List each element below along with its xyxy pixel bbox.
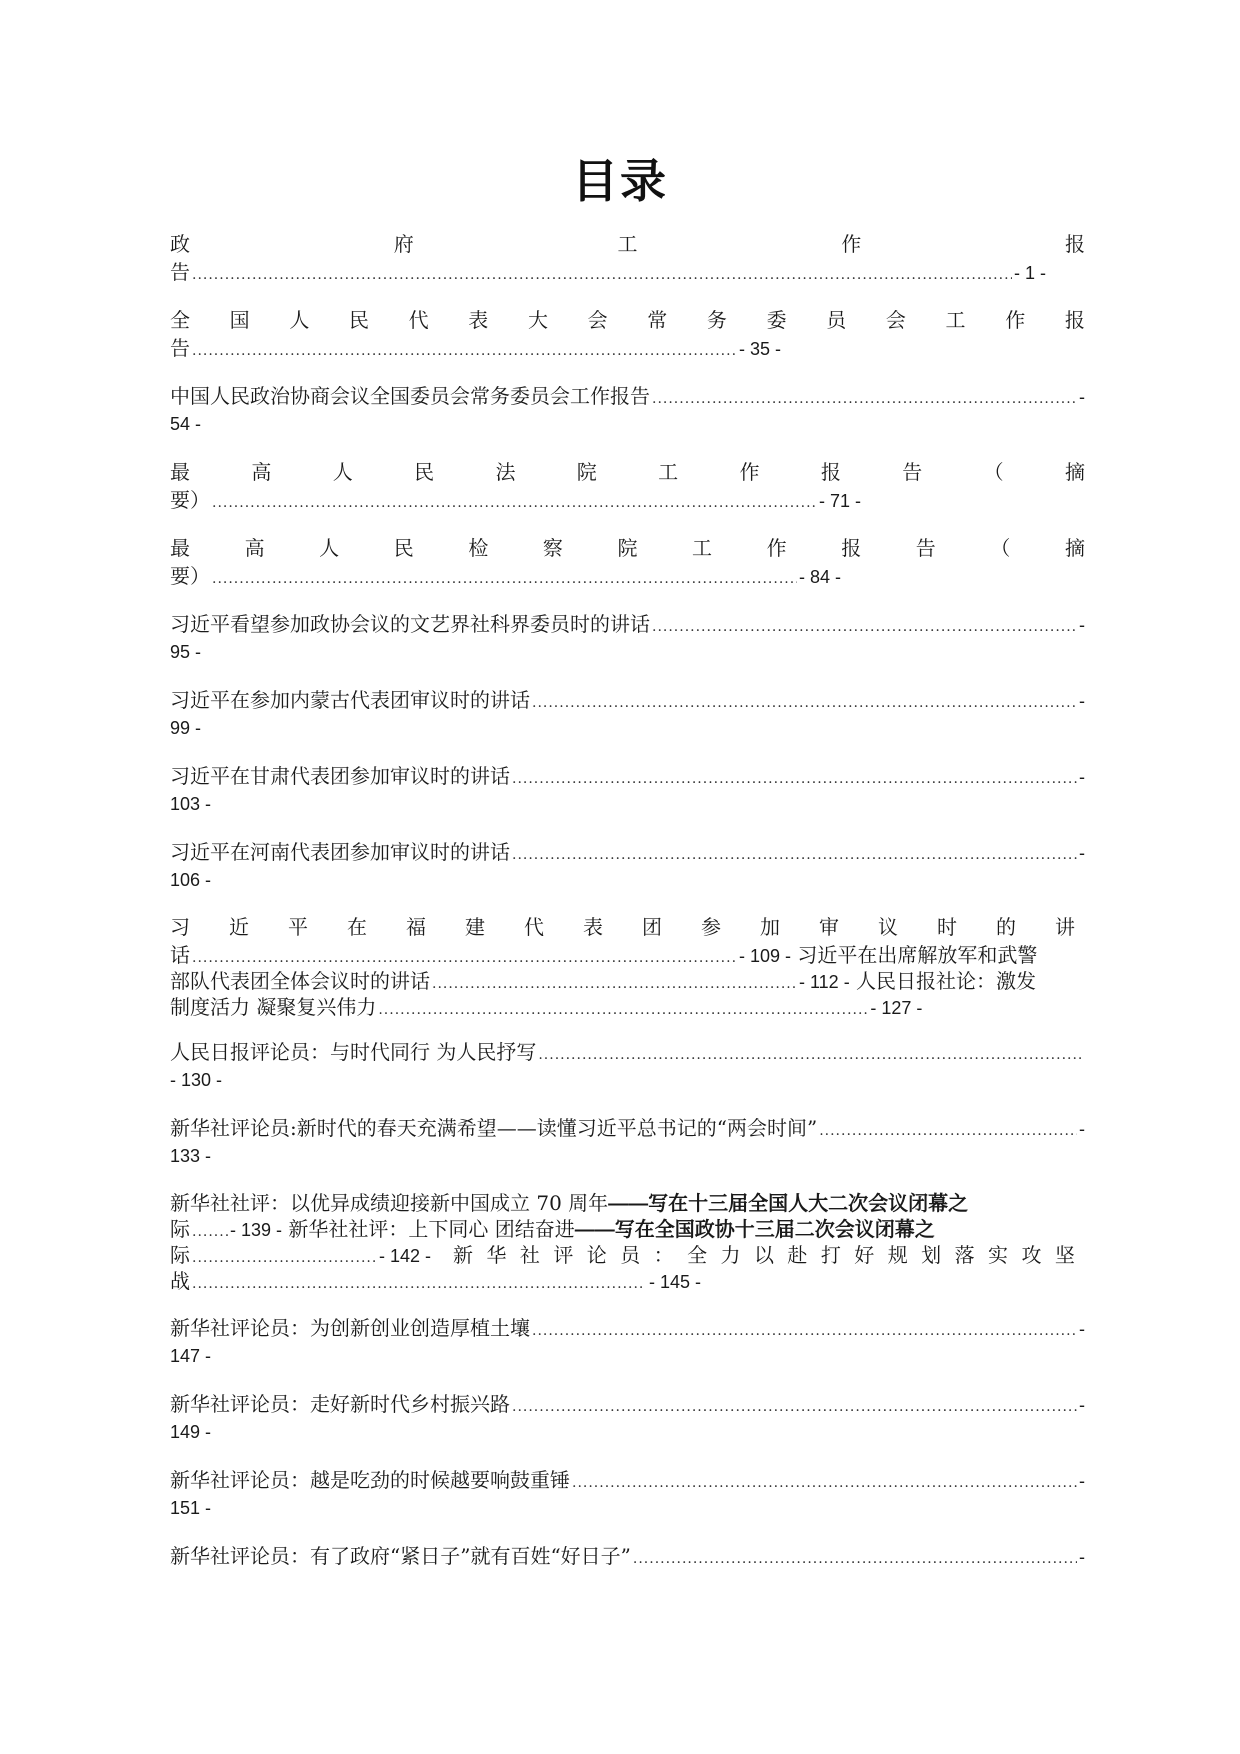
dot-leader — [192, 261, 1012, 289]
toc-entry-title: 新华社社评：以优异成绩迎接新中国成立 70 周年 — [170, 1191, 609, 1215]
dot-leader — [432, 971, 797, 998]
toc-entry[interactable] — [170, 306, 1085, 362]
toc-entry-line1 — [170, 762, 1085, 790]
toc-char: 习 — [170, 915, 190, 939]
dot-leader — [538, 1041, 1083, 1069]
toc-char: 近 — [229, 915, 249, 939]
dot-leader — [819, 1117, 1077, 1145]
toc-entry-title: 人民日报社论：激发 — [849, 969, 1037, 993]
toc-char: 告 — [915, 536, 936, 560]
toc-char: 好 — [854, 1243, 875, 1267]
toc-page-number: 99 - — [170, 718, 202, 738]
toc-char: 议 — [878, 915, 898, 939]
toc-char: 检 — [468, 536, 489, 560]
toc-entry-title-tail: 话 — [170, 943, 190, 967]
toc-page-number: - 109 - — [739, 946, 792, 966]
toc-char: 作 — [841, 232, 862, 256]
toc-char: （ — [990, 536, 1011, 560]
toc-entry-title: 新华社社评：上下同心 团结奋进 — [282, 1217, 575, 1241]
toc-entry[interactable] — [170, 762, 1085, 818]
toc-char: 常 — [647, 308, 668, 332]
toc-char: 院 — [617, 536, 638, 560]
toc-entry-line1 — [170, 1314, 1085, 1342]
toc-page-number: 106 - — [170, 870, 212, 890]
dot-leader — [572, 1469, 1077, 1497]
dot-leader — [212, 565, 797, 593]
toc-entry-title-line — [170, 914, 1085, 942]
toc-char: 坚 — [1054, 1243, 1075, 1267]
toc-char: 平 — [288, 915, 308, 939]
toc-char: 新 — [453, 1243, 474, 1267]
toc-entry-line3 — [170, 968, 1085, 994]
toc-char: 在 — [347, 915, 367, 939]
toc-char: 人 — [319, 536, 340, 560]
toc-entry[interactable] — [170, 1190, 1085, 1294]
toc-entry[interactable] — [170, 230, 1085, 286]
toc-char: 全 — [170, 308, 190, 332]
toc-title: 目录 — [572, 154, 668, 208]
toc-page-number: - 142 - — [379, 1246, 432, 1266]
toc-char: 民 — [348, 308, 369, 332]
toc-char: 审 — [819, 915, 839, 939]
toc-entry-title: 习近平在河南代表团参加审议时的讲话 — [170, 840, 510, 864]
toc-char: ： — [653, 1243, 674, 1267]
toc-char: 作 — [1005, 308, 1026, 332]
toc-char: 作 — [766, 536, 787, 560]
toc-char: 务 — [706, 308, 727, 332]
toc-char: 评 — [553, 1243, 574, 1267]
toc-page-number: - 84 - — [799, 567, 842, 587]
toc-char: 大 — [527, 308, 548, 332]
toc-char: 报 — [1064, 308, 1085, 332]
toc-char: 的 — [996, 915, 1016, 939]
toc-char: 参 — [701, 915, 721, 939]
toc-entry[interactable] — [170, 382, 1085, 438]
toc-char: （ — [983, 460, 1004, 484]
toc-entry-title-tail: 际 — [170, 1217, 190, 1241]
toc-entry-title: 新华社评论员：有了政府“紧日子”就有百姓“好日子” — [170, 1544, 631, 1568]
toc-entry-line4 — [170, 1268, 1085, 1294]
toc-char: 高 — [251, 460, 272, 484]
toc-entry-title: 习近平在出席解放军和武警 — [791, 943, 1038, 967]
toc-char: 最 — [170, 536, 190, 560]
toc-char: 高 — [244, 536, 265, 560]
toc-entry-title: 新华社评论员：越是吃劲的时候越要响鼓重锤 — [170, 1468, 570, 1492]
toc-page-dash: - — [1079, 615, 1085, 635]
toc-char: 告 — [902, 460, 923, 484]
toc-entry-title: 新华社评论员：为创新创业创造厚植土壤 — [170, 1316, 530, 1340]
toc-char: 华 — [486, 1243, 507, 1267]
toc-entry-title-line — [170, 534, 1085, 562]
toc-char: 摘 — [1064, 460, 1085, 484]
toc-entry-title-line — [170, 306, 1085, 334]
toc-page-dash: - — [1079, 767, 1085, 787]
toc-page-dash: - — [1079, 387, 1085, 407]
toc-entry-line1 — [170, 686, 1085, 714]
toc-page-dash: - — [1079, 1471, 1085, 1491]
toc-page-number: - 145 - — [644, 1272, 702, 1292]
toc-char: 工 — [658, 460, 679, 484]
toc-entry[interactable] — [170, 1390, 1085, 1446]
toc-char: 讲 — [1055, 915, 1075, 939]
toc-page-dash: - — [1079, 1319, 1085, 1339]
toc-entry-line1 — [170, 1114, 1085, 1142]
toc-char: 报 — [841, 536, 862, 560]
toc-char: 摘 — [1064, 536, 1085, 560]
toc-char: 团 — [642, 915, 662, 939]
toc-char: 人 — [289, 308, 310, 332]
toc-entry[interactable] — [170, 458, 1085, 514]
toc-entry-title: 新华社评论员:新时代的春天充满希望——读懂习近平总书记的“两会时间” — [170, 1116, 818, 1140]
toc-char: 表 — [583, 915, 603, 939]
toc-entry[interactable] — [170, 1114, 1085, 1170]
dot-leader — [652, 613, 1077, 641]
toc-page-number: - 139 - — [230, 1220, 283, 1240]
toc-page-dash: - — [1079, 1119, 1085, 1139]
toc-entry-title: 习近平在参加内蒙古代表团审议时的讲话 — [170, 688, 530, 712]
toc-entry-subtitle: ——写在十三届全国人大二次会议闭幕之 — [608, 1193, 969, 1215]
toc-char: 打 — [820, 1243, 841, 1267]
toc-entry-title-line — [453, 1242, 1085, 1270]
toc-char: 力 — [720, 1243, 741, 1267]
toc-entry-title-tail: 要） — [170, 488, 210, 512]
toc-char: 论 — [586, 1243, 607, 1267]
toc-page-number: - 130 - — [170, 1070, 223, 1090]
toc-entry-title-tail: 要） — [170, 564, 210, 588]
dot-leader — [378, 997, 868, 1024]
dot-leader — [532, 689, 1077, 717]
toc-page-number: 54 - — [170, 414, 202, 434]
toc-entry-line1 — [170, 1390, 1085, 1418]
toc-entry-subtitle: ——写在全国政协十三届二次会议闭幕之 — [574, 1219, 935, 1241]
toc-page-number: 147 - — [170, 1346, 212, 1366]
toc-entry-line1 — [170, 1038, 1085, 1066]
toc-page-number: - 112 - — [799, 972, 850, 992]
toc-char: 工 — [617, 232, 638, 256]
toc-page-dash: - — [1079, 843, 1085, 863]
toc-entry-line4 — [170, 994, 1085, 1020]
toc-entry-line1 — [170, 838, 1085, 866]
toc-char: 员 — [620, 1243, 641, 1267]
toc-char: 代 — [524, 915, 544, 939]
toc-entry[interactable] — [170, 1466, 1085, 1522]
dot-leader — [512, 1393, 1077, 1421]
toc-page-number: - 71 - — [819, 491, 862, 511]
toc-char: 规 — [887, 1243, 908, 1267]
toc-entry-line2 — [170, 942, 1085, 968]
toc-char: 作 — [739, 460, 760, 484]
toc-char: 民 — [414, 460, 435, 484]
toc-char: 工 — [945, 308, 966, 332]
dot-leader — [652, 385, 1077, 413]
toc-page-number: 95 - — [170, 642, 202, 662]
toc-char: 院 — [576, 460, 597, 484]
toc-char: 社 — [519, 1243, 540, 1267]
toc-char: 人 — [332, 460, 353, 484]
toc-char: 最 — [170, 460, 190, 484]
toc-page-number: 149 - — [170, 1422, 212, 1442]
toc-entry-title: 习近平在甘肃代表团参加审议时的讲话 — [170, 764, 510, 788]
toc-entry-line2 — [170, 562, 1085, 590]
toc-char: 察 — [542, 536, 563, 560]
toc-char: 委 — [766, 308, 787, 332]
toc-page-number: 133 - — [170, 1146, 212, 1166]
toc-entry-line2 — [170, 334, 1085, 362]
toc-entry-title: 制度活力 凝聚复兴伟力 — [170, 995, 377, 1019]
toc-char: 福 — [406, 915, 426, 939]
toc-entry-line1 — [170, 1542, 1085, 1570]
dot-leader — [192, 1245, 377, 1272]
toc-entry[interactable] — [170, 1038, 1085, 1094]
toc-char: 府 — [393, 232, 414, 256]
dot-leader — [532, 1317, 1077, 1345]
toc-entry-title-tail: 际 — [170, 1243, 190, 1267]
toc-entry-line1 — [170, 610, 1085, 638]
toc-entry-title-line — [170, 458, 1085, 486]
toc-page-dash: - — [1079, 1547, 1085, 1567]
toc-char: 报 — [1065, 232, 1085, 256]
toc-page-number: - 1 - — [1014, 263, 1047, 283]
toc-char: 表 — [468, 308, 489, 332]
toc-entry[interactable] — [170, 610, 1085, 666]
toc-page-number: - 127 - — [870, 998, 923, 1018]
toc-entry-title-tail: 告 — [170, 336, 190, 360]
toc-char: 加 — [760, 915, 780, 939]
toc-entry-title-tail: 战 — [170, 1269, 190, 1293]
toc-char: 以 — [753, 1243, 774, 1267]
toc-page-number: 151 - — [170, 1498, 212, 1518]
toc-entry[interactable] — [170, 914, 1085, 1020]
toc-char: 国 — [229, 308, 250, 332]
toc-char: 法 — [495, 460, 516, 484]
toc-entry[interactable] — [170, 534, 1085, 590]
toc-page-dash: - — [1079, 691, 1085, 711]
toc-char: 报 — [820, 460, 841, 484]
toc-entry-line2 — [170, 258, 1085, 286]
toc-entry-title-tail: 告 — [170, 260, 190, 284]
toc-entry[interactable] — [170, 838, 1085, 894]
toc-entry[interactable] — [170, 686, 1085, 742]
toc-page-number: 103 - — [170, 794, 212, 814]
toc-char: 建 — [465, 915, 485, 939]
toc-entry-line2 — [170, 1216, 1085, 1242]
dot-leader — [512, 765, 1077, 793]
toc-char: 划 — [921, 1243, 942, 1267]
toc-char: 会 — [587, 308, 608, 332]
toc-entry-title: 习近平看望参加政协会议的文艺界社科界委员时的讲话 — [170, 612, 650, 636]
toc-char: 员 — [826, 308, 847, 332]
toc-char: 会 — [885, 308, 906, 332]
toc-entry-line1 — [170, 382, 1085, 410]
toc-char: 工 — [692, 536, 713, 560]
toc-entry-title: 人民日报评论员：与时代同行 为人民抒写 — [170, 1040, 537, 1064]
toc-entry-title: 中国人民政治协商会议全国委员会常务委员会工作报告 — [170, 384, 650, 408]
dot-leader — [212, 489, 817, 517]
toc-entry-line1 — [170, 1190, 1085, 1216]
toc-char: 代 — [408, 308, 429, 332]
dot-leader — [192, 1271, 642, 1298]
toc-char: 攻 — [1021, 1243, 1042, 1267]
dot-leader — [512, 841, 1077, 869]
toc-entry-line2 — [170, 486, 1085, 514]
toc-char: 落 — [954, 1243, 975, 1267]
toc-char: 全 — [687, 1243, 708, 1267]
toc-entry-title-line — [170, 230, 1085, 258]
toc-char: 赴 — [787, 1243, 808, 1267]
toc-entry-line1 — [170, 1466, 1085, 1494]
dot-leader — [633, 1545, 1077, 1573]
toc-page-number: - 35 - — [739, 339, 782, 359]
toc-char: 政 — [170, 232, 190, 256]
toc-char: 实 — [988, 1243, 1009, 1267]
dot-leader — [192, 1219, 228, 1246]
toc-entry[interactable] — [170, 1542, 1085, 1570]
toc-entry-title: 部队代表团全体会议时的讲话 — [170, 969, 430, 993]
toc-char: 民 — [393, 536, 414, 560]
toc-entry-title: 新华社评论员：走好新时代乡村振兴路 — [170, 1392, 510, 1416]
dot-leader — [192, 337, 737, 365]
toc-entry[interactable] — [170, 1314, 1085, 1370]
toc-char: 时 — [937, 915, 957, 939]
toc-entry-line3 — [170, 1242, 1085, 1268]
toc-page-dash: - — [1079, 1395, 1085, 1415]
